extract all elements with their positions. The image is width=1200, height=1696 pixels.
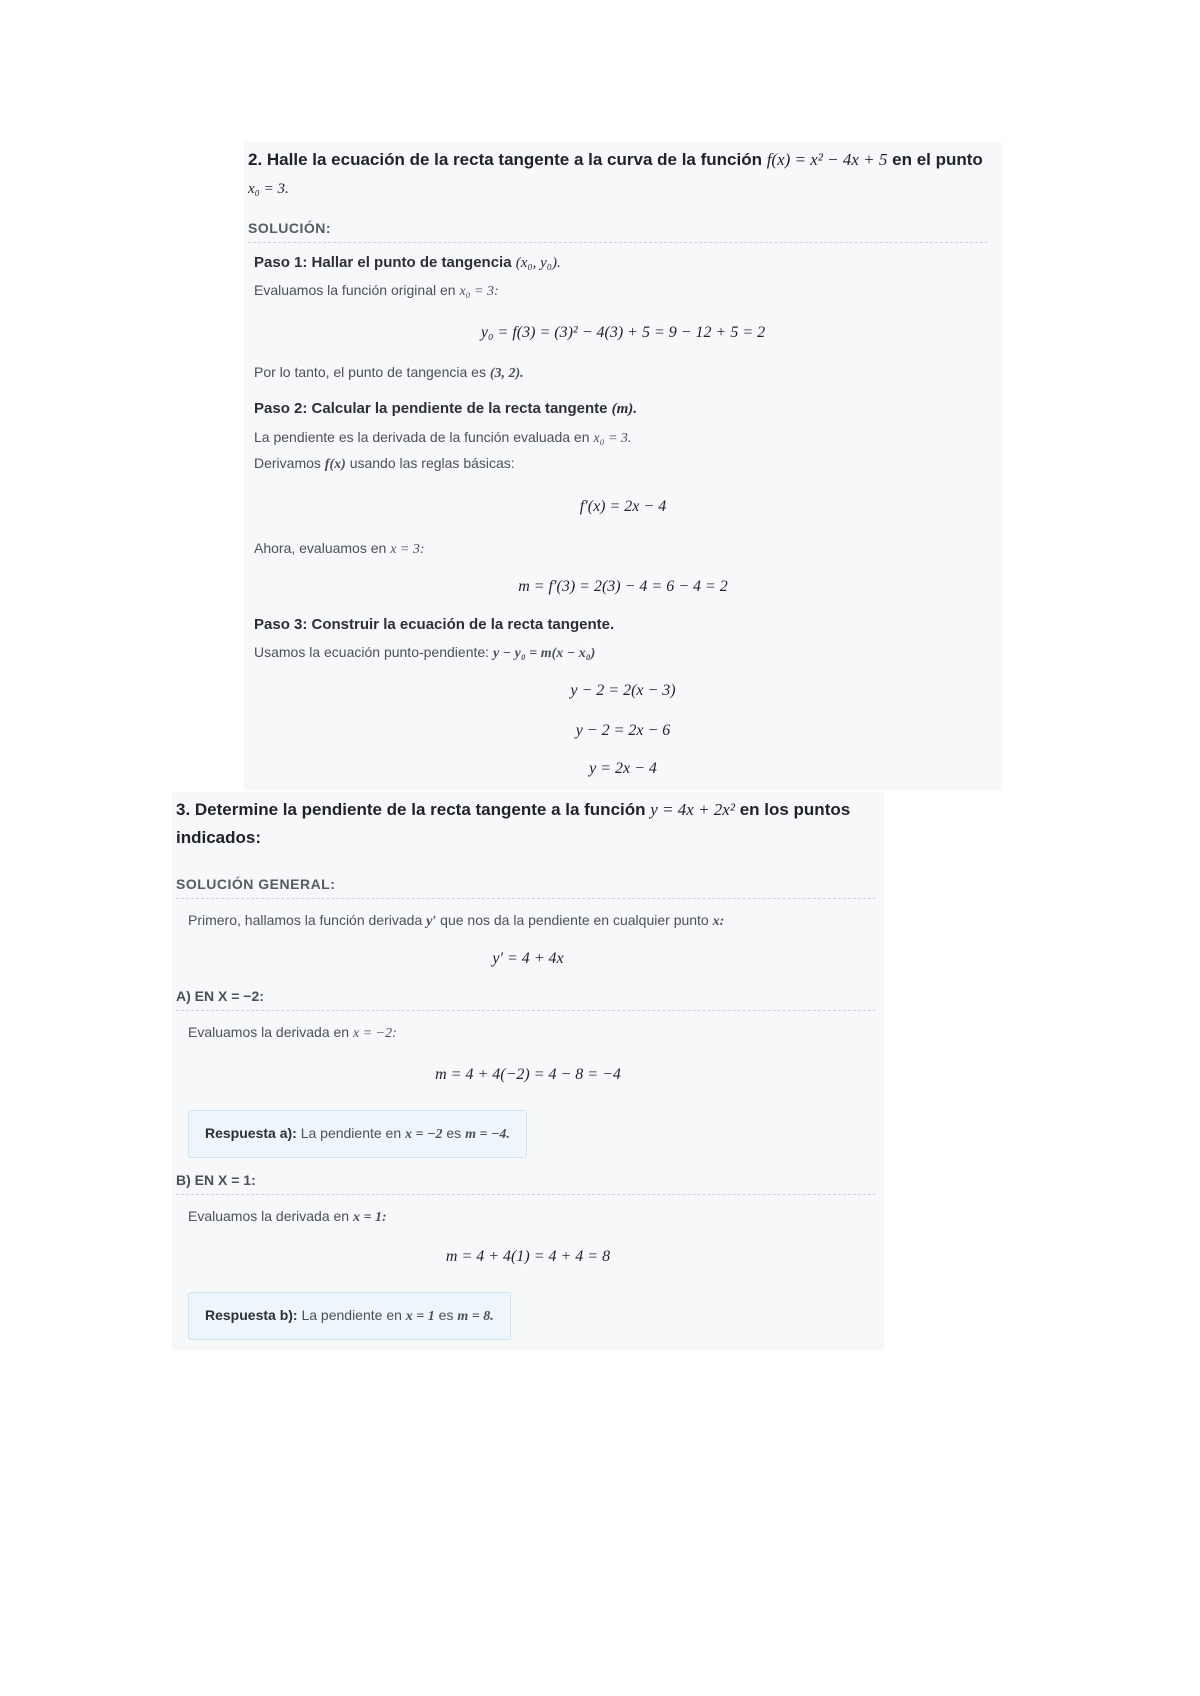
- step-1-text: Evaluamos la función original en x₀ = 3:: [254, 282, 499, 299]
- part-a-label: A) EN X = −2:: [176, 988, 876, 1011]
- equation-derivative-general: y′ = 4 + 4x: [492, 950, 564, 967]
- equation-line-3: y = 2x − 4: [589, 760, 657, 777]
- question-2-title: 2. Halle la ecuación de la recta tangente a la curva de la función f(x) = x² − 4x + 5 en el punto x₀ = 3.: [248, 150, 983, 197]
- part-a-equation: m = 4 + 4(−2) = 4 − 8 = −4: [435, 1066, 621, 1083]
- question-3-card: [172, 792, 884, 1350]
- part-b-label: B) EN X = 1:: [176, 1172, 876, 1195]
- solution-label: SOLUCIÓN:: [248, 220, 988, 243]
- equation-line-2: y − 2 = 2x − 6: [575, 722, 671, 739]
- step-3-title: Paso 3: Construir la ecuación de la recta tangente.: [254, 616, 615, 633]
- tangency-point-text: Por lo tanto, el punto de tangencia es (3, 2).: [254, 364, 524, 381]
- answer-a-box: Respuesta a): La pendiente en x = −2 es m = −4.: [188, 1110, 527, 1158]
- step-2-text-1: La pendiente es la derivada de la función evaluada en x₀ = 3.: [254, 429, 632, 446]
- equation-y0: y₀ = f(3) = (3)² − 4(3) + 5 = 9 − 12 + 5 = 2: [480, 324, 766, 341]
- question-2-card: [244, 142, 1002, 790]
- evaluate-text: Ahora, evaluamos en x = 3:: [254, 540, 425, 557]
- part-b-equation: m = 4 + 4(1) = 4 + 4 = 8: [445, 1248, 611, 1265]
- step-2-text-2: Derivamos f(x) usando las reglas básicas:: [254, 455, 515, 472]
- equation-derivative: f′(x) = 2x − 4: [579, 498, 667, 515]
- answer-b-box: Respuesta b): La pendiente en x = 1 es m = 8.: [188, 1292, 511, 1340]
- equation-slope: m = f′(3) = 2(3) − 4 = 6 − 4 = 2: [518, 578, 728, 595]
- intro-text: Primero, hallamos la función derivada y′ que nos da la pendiente en cualquier punto x:: [188, 912, 725, 929]
- step-2-title: Paso 2: Calcular la pendiente de la recta tangente (m).: [254, 400, 638, 417]
- step-1-title: Paso 1: Hallar el punto de tangencia (x₀, y₀).: [254, 254, 561, 271]
- equation-line-1: y − 2 = 2(x − 3): [570, 682, 676, 699]
- part-b-text: Evaluamos la derivada en x = 1:: [188, 1208, 387, 1225]
- step-3-text: Usamos la ecuación punto-pendiente: y − y₀ = m(x − x₀): [254, 644, 596, 661]
- general-solution-label: SOLUCIÓN GENERAL:: [176, 876, 876, 899]
- question-3-title: 3. Determine la pendiente de la recta tangente a la función y = 4x + 2x² en los puntos indicados:: [176, 800, 851, 847]
- part-a-text: Evaluamos la derivada en x = −2:: [188, 1024, 397, 1041]
